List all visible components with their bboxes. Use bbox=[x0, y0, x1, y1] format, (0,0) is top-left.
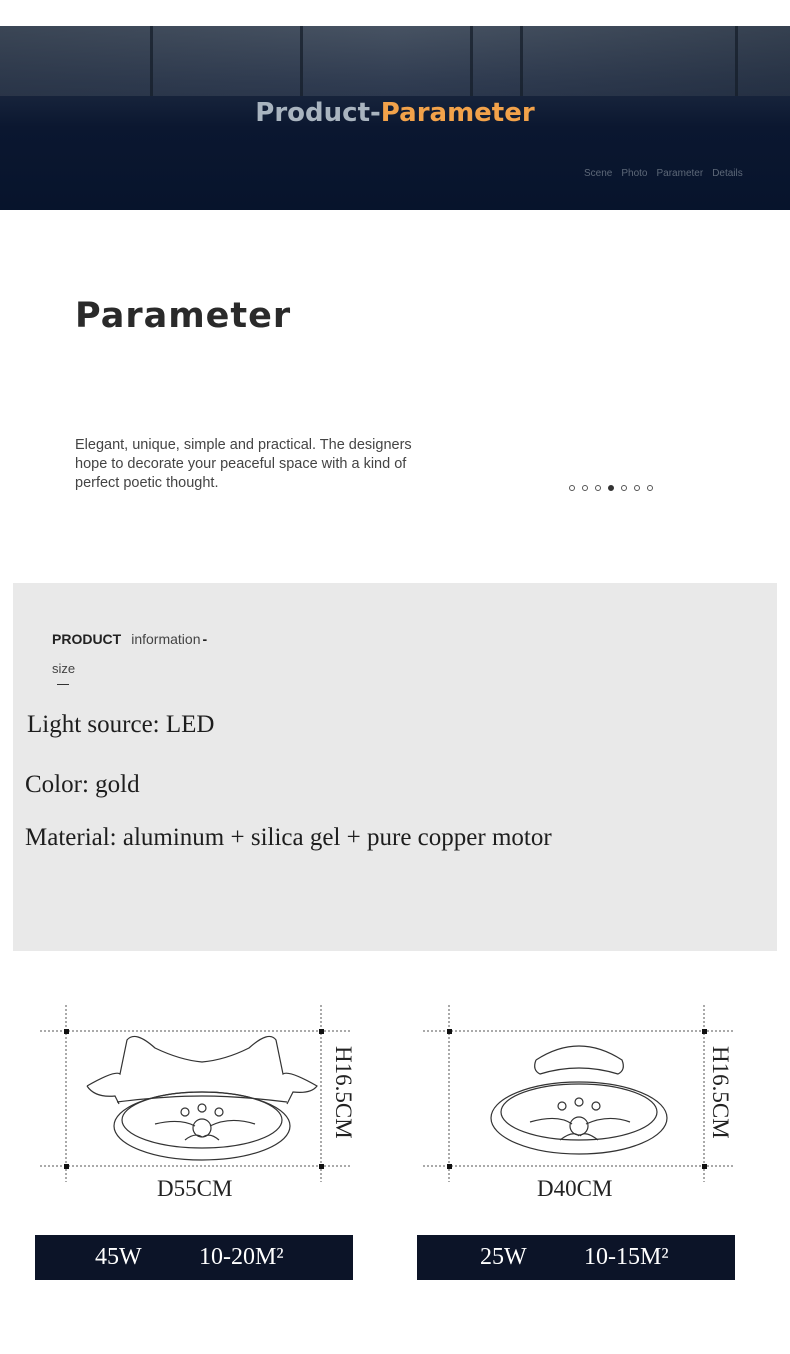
info-label-size: size bbox=[52, 661, 76, 676]
nav-item-details[interactable]: Details bbox=[712, 168, 743, 179]
nav-item-photo[interactable]: Photo bbox=[621, 168, 648, 179]
banner-background bbox=[0, 26, 790, 96]
nav-item-scene[interactable]: Scene bbox=[584, 168, 613, 179]
banner-beam bbox=[150, 26, 153, 96]
power-value: 45W bbox=[95, 1244, 142, 1270]
carousel-dot[interactable] bbox=[621, 485, 627, 491]
description-line: Elegant, unique, simple and practical. The designers bbox=[75, 437, 412, 453]
banner-beam bbox=[735, 26, 738, 96]
spec-bar-small bbox=[417, 1235, 735, 1280]
banner-beam bbox=[300, 26, 303, 96]
power-value: 25W bbox=[480, 1244, 527, 1270]
spec-color: Color: gold bbox=[25, 771, 140, 798]
hero-banner bbox=[0, 26, 790, 210]
nav-item-parameter[interactable]: Parameter bbox=[656, 168, 704, 179]
banner-title-highlight: Parameter bbox=[380, 98, 535, 128]
banner-beam bbox=[520, 26, 523, 96]
carousel-dots bbox=[569, 485, 653, 491]
carousel-dot[interactable] bbox=[582, 485, 588, 491]
info-label-sub: information bbox=[131, 631, 201, 647]
fan-diagram-small bbox=[418, 1000, 748, 1190]
height-label-small: H16.5CM bbox=[708, 1046, 733, 1139]
description-line: perfect poetic thought. bbox=[75, 475, 219, 491]
carousel-dot[interactable] bbox=[647, 485, 653, 491]
diameter-label-large: D55CM bbox=[157, 1176, 233, 1201]
diameter-label-small: D40CM bbox=[537, 1176, 613, 1201]
carousel-dot[interactable] bbox=[569, 485, 575, 491]
section-title: Parameter bbox=[75, 296, 292, 336]
banner-beam bbox=[470, 26, 473, 96]
info-label-dash: - bbox=[202, 631, 208, 647]
product-info-panel bbox=[13, 583, 777, 951]
height-label-large: H16.5CM bbox=[331, 1046, 356, 1139]
divider bbox=[57, 684, 69, 685]
section-description bbox=[75, 436, 455, 493]
info-label bbox=[52, 631, 207, 647]
carousel-dot[interactable] bbox=[634, 485, 640, 491]
banner-nav bbox=[584, 168, 743, 179]
area-value: 10-15M² bbox=[584, 1244, 669, 1270]
banner-title bbox=[0, 98, 790, 128]
carousel-dot[interactable] bbox=[595, 485, 601, 491]
spec-material: Material: aluminum + silica gel + pure copper motor bbox=[25, 824, 552, 851]
fan-diagram-large bbox=[35, 1000, 365, 1190]
carousel-dot[interactable] bbox=[608, 485, 614, 491]
area-value: 10-20M² bbox=[199, 1244, 284, 1270]
description-line: hope to decorate your peaceful space with a kind of bbox=[75, 456, 407, 472]
spec-light-source: Light source: LED bbox=[27, 711, 215, 738]
banner-title-prefix: Product- bbox=[255, 98, 381, 128]
info-label-bold: PRODUCT bbox=[52, 631, 122, 647]
spec-bar-large bbox=[35, 1235, 353, 1280]
